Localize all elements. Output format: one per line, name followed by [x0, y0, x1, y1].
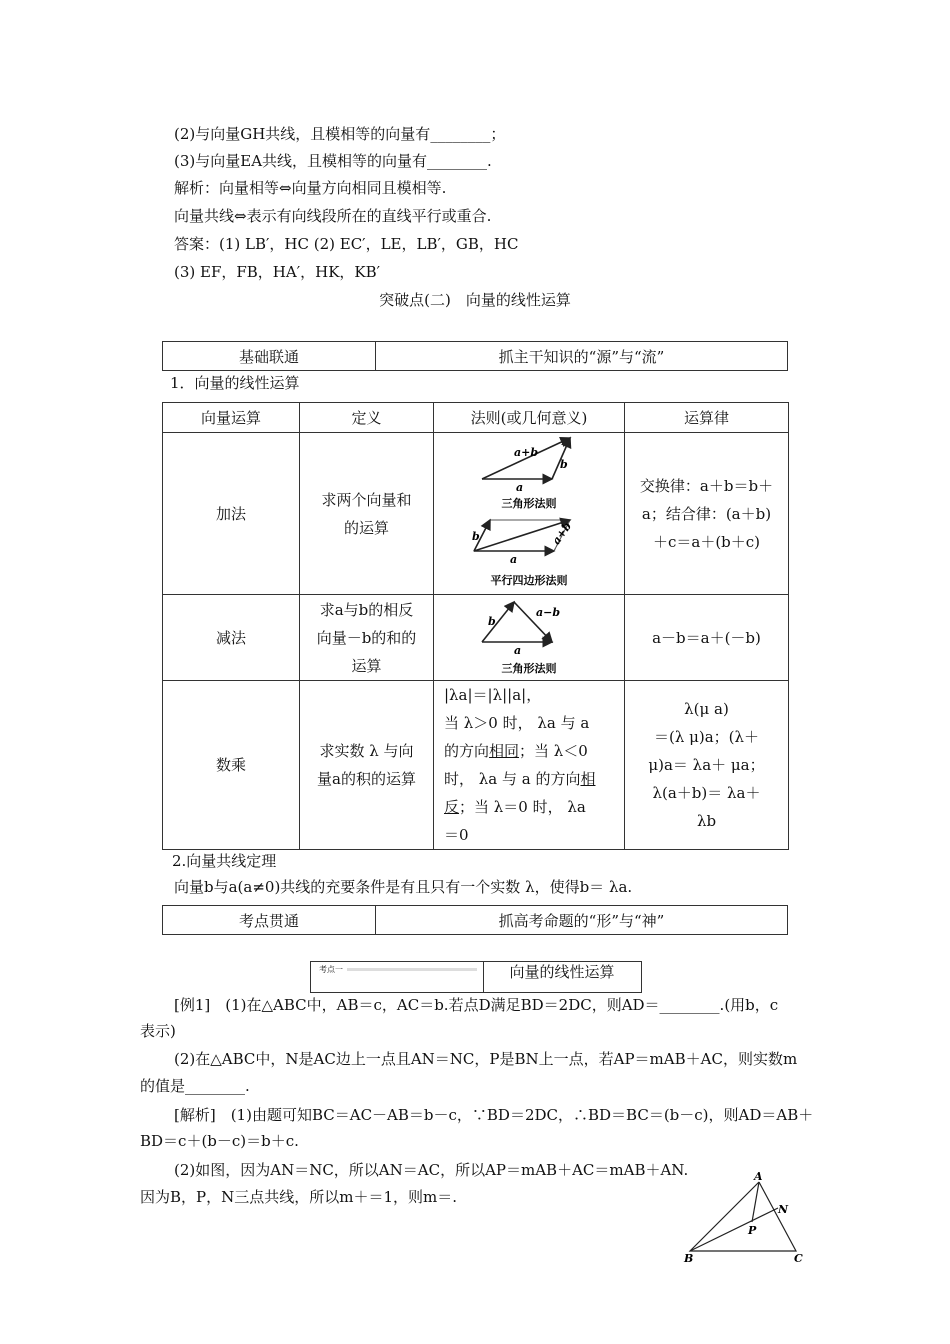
row-add-law [625, 433, 789, 595]
collinear-theorem: 向量b与a(a≠0)共线的充要条件是有且只有一个实数 λ，使得b＝ λa. [174, 878, 633, 896]
bar-basics-right: 抓主干知识的“源”与“流” [376, 342, 788, 371]
subheading-collinear-theorem: 2.向量共线定理 [172, 852, 277, 870]
bar-basics-left: 基础联通 [163, 342, 376, 371]
row-mul-name: 数乘 [163, 681, 300, 850]
row-sub-law: a－b＝a＋(－b) [625, 595, 789, 681]
analysis-text: 解析：向量相等⇔向量方向相同且模相等. [174, 179, 447, 197]
header-law: 运算律 [625, 403, 789, 433]
kaodian-label: 考点一 [319, 965, 343, 974]
triangle-rule-figure [482, 438, 570, 510]
bar-exam [162, 905, 788, 935]
example-line-1: [例1] (1)在△ABC中，AB＝c，AC＝b.若点D满足BD＝2DC，则AD＝________.(用b，c [174, 996, 779, 1014]
row-sub-rule [434, 595, 625, 681]
mul-rule-line5 [444, 793, 624, 821]
label-a: a [516, 480, 524, 494]
ops-table [162, 402, 789, 850]
mul-rule-3b: ；当 λ＜0 [519, 742, 588, 760]
row-mul-law [625, 681, 789, 850]
label-b-para: b [472, 529, 480, 543]
example-line-3: (2)在△ABC中，N是AC边上一点且AN＝NC，P是BN上一点，若AP＝mAB＋AC，则实数m [174, 1050, 798, 1068]
add-law-line1: 交换律：a＋b＝b＋ [639, 476, 774, 495]
kaodian-title: 向量的线性运算 [509, 963, 615, 981]
row-mul-rule [434, 681, 625, 850]
mul-law-line3: μ)a＝ λa＋ μa； [648, 756, 765, 774]
mul-rule-line4 [444, 765, 624, 793]
row-sub-def [300, 595, 434, 681]
mul-rule-3a: 的方向 [444, 742, 490, 760]
label-a-plus-b-para: a+b [549, 519, 575, 547]
row-sub-name: 减法 [163, 595, 300, 681]
question-2: (2)与向量GH共线，且模相等的向量有________； [174, 125, 506, 143]
row-mul-def [300, 681, 434, 850]
example-line-4: 的值是________. [140, 1077, 250, 1095]
caption-parallelogram-rule: 平行四边形法则 [490, 573, 568, 587]
sub-label-a: a [514, 643, 522, 657]
mul-rule-line2: 当 λ＞0 时， λa 与 a [444, 714, 590, 732]
mul-rule-opposite-2: 反 [444, 798, 460, 816]
question-3: (3)与向量EA共线，且模相等的向量有________. [174, 152, 492, 170]
solution-line-3: (2)如图，因为AN＝NC，所以AN＝AC，所以AP＝mAB＋AC＝mAB＋AN. [174, 1161, 689, 1179]
mul-rule-opposite-1: 相 [580, 770, 596, 788]
mul-rule-5b: ；当 λ＝0 时， λa [459, 798, 586, 816]
sub-def-line2: 向量－b的和的 [316, 628, 417, 647]
answer-line-1: 答案：(1) LB′，HC (2) EC′，LE，LB′，GB，HC [174, 235, 519, 253]
mul-rule-4a: 时， λa 与 a 的方向 [444, 770, 581, 788]
answer-line-2: (3) EF，FB，HA′，HK，KB′ [174, 263, 381, 281]
addition-diagrams [434, 434, 624, 594]
bar-exam-right: 抓高考命题的“形”与“神” [376, 906, 788, 935]
point-b-label: B [684, 1252, 694, 1265]
header-operation: 向量运算 [163, 403, 300, 433]
kaodian-label-cell [311, 962, 484, 992]
mul-law-line1: λ(μ a) [684, 700, 729, 718]
solution-line-4: 因为B，P，N三点共线，所以m＋＝1，则m＝. [140, 1188, 458, 1206]
subtraction-diagram [434, 596, 624, 680]
row-add-def [300, 433, 434, 595]
solution-line-2: BD＝c＋(b－c)＝b＋c. [140, 1132, 299, 1150]
parallelogram-rule-figure [472, 519, 574, 586]
bar-exam-left: 考点贯通 [163, 906, 376, 935]
triangle-abc-figure [680, 1168, 810, 1268]
bar-basics [162, 341, 788, 371]
add-law-line3: ＋c＝a＋(b＋c) [652, 532, 761, 551]
example-line-2: 表示) [140, 1022, 176, 1040]
collinear-text: 向量共线⇔表示有向线段所在的直线平行或重合. [174, 207, 492, 225]
add-def-line1: 求两个向量和 [321, 490, 412, 509]
mul-def-line1: 求实数 λ 与向 [319, 742, 414, 760]
mul-def-line2: 量a的积的运算 [317, 770, 416, 788]
mul-rule-line6: ＝0 [444, 826, 469, 844]
caption-triangle-rule: 三角形法则 [501, 496, 557, 510]
row-add-name: 加法 [163, 433, 300, 595]
mul-law-line5: λb [696, 812, 717, 830]
label-a-plus-b: a+b [514, 445, 539, 459]
kaodian-rule [347, 968, 477, 971]
header-definition: 定义 [300, 403, 434, 433]
mul-rule-line1: |λa|＝|λ||a|， [444, 686, 542, 704]
add-def-line2: 的运算 [343, 518, 389, 537]
mul-rule-line3 [444, 737, 624, 765]
sub-label-a-minus-b: a−b [536, 605, 561, 619]
sub-def-line1: 求a与b的相反 [319, 600, 414, 619]
row-add-rule [434, 433, 625, 595]
subheading-linear-ops: 1．向量的线性运算 [170, 374, 300, 392]
point-c-label: C [794, 1252, 803, 1265]
label-a-para: a [510, 552, 518, 566]
mul-law-line2: ＝(λ μ)a；(λ＋ [653, 728, 760, 746]
mul-law-line4: λ(a＋b)＝ λa＋ [652, 784, 761, 802]
mul-rule-same-direction: 相同 [489, 742, 520, 760]
point-a-label: A [754, 1170, 763, 1183]
label-b: b [560, 457, 568, 471]
sub-label-b: b [488, 614, 496, 628]
point-p-label: P [748, 1224, 757, 1237]
caption-sub-triangle: 三角形法则 [501, 661, 557, 675]
sub-def-line3: 运算 [351, 656, 382, 675]
section-title: 突破点(二) 向量的线性运算 [379, 291, 571, 309]
solution-line-1: [解析] (1)由题可知BC＝AC－AB＝b－c，∵BD＝2DC，∴BD＝BC＝(b－c)，则AD＝AB＋ [174, 1106, 814, 1124]
header-rule: 法则(或几何意义) [434, 403, 625, 433]
add-law-line2: a；结合律：(a＋b) [641, 504, 772, 523]
point-n-label: N [778, 1203, 789, 1216]
kaodian-box [310, 961, 642, 993]
